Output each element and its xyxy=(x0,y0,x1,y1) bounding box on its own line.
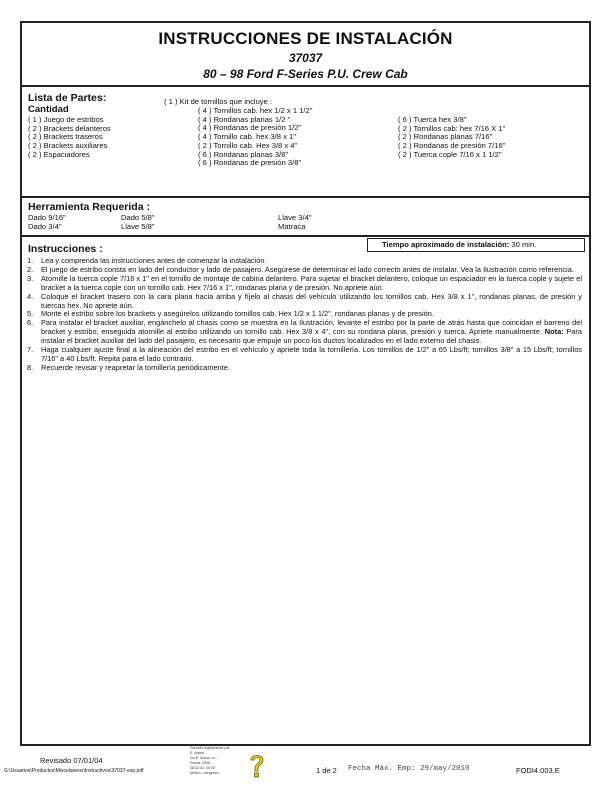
vehicle-application: 80 – 98 Ford F-Series P.U. Crew Cab xyxy=(203,67,408,81)
part-item: ( 2 ) Espaciadores xyxy=(28,149,90,159)
kit-heading: ( 1 ) Kit de tornillos que incluye : xyxy=(164,97,273,106)
step-number: 3. xyxy=(27,273,34,283)
step xyxy=(27,364,582,373)
step-text: Monte el estribo sobre los brackets y asegúrelos utilizando tornillos cab. Hex 1/2 x 1 1/2", rondanas planas y de presión. xyxy=(41,309,434,319)
kit-item: ( 6 ) Tuerca hex 3/8" xyxy=(398,115,467,124)
step xyxy=(27,293,582,311)
signature-line: E. Arana xyxy=(190,750,204,755)
part-number: 37037 xyxy=(288,51,323,65)
tools-section xyxy=(20,196,591,237)
tools-col3 xyxy=(278,214,312,231)
step xyxy=(27,319,582,346)
kit-item: ( 2 ) Rondanas de presión 7/16" xyxy=(398,141,506,151)
form-code: FODI4.003.E xyxy=(516,766,560,775)
note-label: Nota: xyxy=(544,327,564,337)
step-text: El juego de estribo consta en lado del conductor y lado de pasajero. Asegúrese de determinar el lado correcto antes de instalar. Vea la Ilustración como referencia. xyxy=(41,264,574,274)
part-item: ( 2 ) Brackets auxiliares xyxy=(28,141,108,151)
instructions-section xyxy=(20,235,591,746)
part-item: ( 2 ) Brackets delanteros xyxy=(28,123,111,133)
digital-signature xyxy=(190,746,230,775)
signature-unknown-icon[interactable] xyxy=(248,752,266,780)
tool-item: Dado 9/16" xyxy=(28,213,66,222)
tools-col2 xyxy=(121,214,155,231)
step-text: Para instalar el bracket auxiliar, engánchelo al chasis como se muestra en la Ilustración, levante el estribo por la parte de atrás hasta que coincidan el barreno del bracket y estribo, enseguida atornille al estribo utilizando un tornillo cab. Hex 3/8 x 4", con su rondana plana, presión y tuerca. Apriete manualmente. xyxy=(41,318,582,337)
signature-line: Firmado digitalmente por xyxy=(190,746,230,750)
install-time-box xyxy=(367,238,585,252)
step-number: 8. xyxy=(27,362,34,372)
parts-heading: Lista de Partes: xyxy=(28,92,107,104)
kit-list-col1 xyxy=(198,107,312,168)
step-number: 6. xyxy=(27,318,34,328)
step-number: 5. xyxy=(27,309,34,319)
step-text: Atornille la tuerca cople 7/16 x 1" en el tornillo de montaje de cabina delantero. Para sujetar el bracket delantero, coloque un espaciador en la tuerca cople y sujete el bracket a la tuerca cople con un tornillo cab. Hex 7/16 x 1", rondanas plana y de presión. No apriete aún. xyxy=(41,273,582,292)
kit-item: ( 2 ) Tornillos cab: hex 7/16 X 1" xyxy=(398,123,506,133)
signature-line: Fecha: 2006... xyxy=(190,760,213,765)
revision-date: Revisado 07/01/04 xyxy=(40,756,103,765)
tools-col1 xyxy=(28,214,66,231)
step-text: Haga cualquier ajuste final a la alineación del estribo en el vehículo y apriete toda la tornillería. Los tornillos de 1/2" a 65 Lbs/ft; tornillos 3/8" a 15 Lbs/ft; tornillos 7/16" a 40 Lbs/ft. Repita para el lado contrario. xyxy=(41,345,582,363)
signature-line: cn=E. Arana, o=... xyxy=(190,755,219,760)
main-parts-list xyxy=(28,116,111,160)
page-number: 1 de 2 xyxy=(316,766,337,775)
document-title: INSTRUCCIONES DE INSTALACIÓN xyxy=(158,29,453,48)
tool-item: Dado 5/8" xyxy=(121,213,155,222)
kit-item: ( 2 ) Rondanas planas 7/16" xyxy=(398,132,493,142)
tool-item: Llave 5/8" xyxy=(121,221,155,231)
kit-item: ( 4 ) Rondanas de presión 1/2" xyxy=(198,123,302,133)
step-number: 1. xyxy=(27,256,34,265)
instructions-heading: Instrucciones : xyxy=(28,243,103,255)
step xyxy=(27,275,582,293)
kit-item: ( 4 ) Rondanas planas 1/2 " xyxy=(198,114,291,124)
file-path: G:\Usuarios\Productos\Miscelaneos\Instructivos\37037-esp.pdf xyxy=(4,768,144,774)
kit-list-col2 xyxy=(398,116,505,160)
step-text: Recuerde revisar y reapretar la tornillería periódicamente. xyxy=(41,362,230,372)
kit-item: ( 4 ) Tornillos cab. hex 1/2 x 1 1/2" xyxy=(198,106,313,115)
tools-heading: Herramienta Requerida : xyxy=(28,201,150,213)
step xyxy=(27,346,582,364)
tool-item: Dado 3/4" xyxy=(28,221,62,231)
tool-item: Llave 3/4" xyxy=(278,213,312,222)
expiry-date: Fecha Máx. Emp: 29/may/2010 xyxy=(348,765,470,773)
instruction-steps xyxy=(27,257,582,373)
step-number: 7. xyxy=(27,345,34,355)
signature-line: 08:32:42 -05'00' xyxy=(190,765,216,770)
install-time-value: 30 min. xyxy=(511,240,537,249)
title-block xyxy=(20,21,591,87)
parts-list-section xyxy=(20,85,591,198)
part-item: ( 1 ) Juego de estribos xyxy=(28,115,104,124)
step-note-text: Para instalar el bracket auxiliar del lado del pasajero, es necesario que empuje un poco los ductos localizados en el lado externo del chasis. xyxy=(41,327,582,346)
signature-line: Motivo: <ninguno> xyxy=(190,770,220,775)
install-time-label: Tiempo aproximado de instalación: xyxy=(382,240,510,249)
kit-item: ( 2 ) Tuerca cople 7/16 x 1 1/2" xyxy=(398,149,502,159)
kit-item: ( 2 ) Tornillo cab. Hex 3/8 x 4" xyxy=(198,140,298,150)
quantity-heading: Cantidad xyxy=(28,104,69,115)
kit-item: ( 6 ) Rondanas planas 3/8" xyxy=(198,149,289,159)
step-text: Lea y comprenda las instrucciones antes de comenzar la instalación. xyxy=(41,256,267,265)
kit-item: ( 4 ) Tornillo cab. hex 3/8 x 1" xyxy=(198,132,296,142)
step-number: 4. xyxy=(27,291,34,301)
part-item: ( 2 ) Brackets traseros xyxy=(28,132,103,142)
tool-item: Matraca xyxy=(278,221,306,231)
step-number: 2. xyxy=(27,264,34,274)
kit-item: ( 6 ) Rondanas de presión 3/8" xyxy=(198,158,302,168)
step-text: Coloque el bracket trasero con la cara plana hacia arriba y fíjelo al chasis del vehículo utilizando los tornillos cab. Hex 3/8 x 1", rondanas planas, de presión y tuercas hex. No apriete aún. xyxy=(41,291,582,310)
